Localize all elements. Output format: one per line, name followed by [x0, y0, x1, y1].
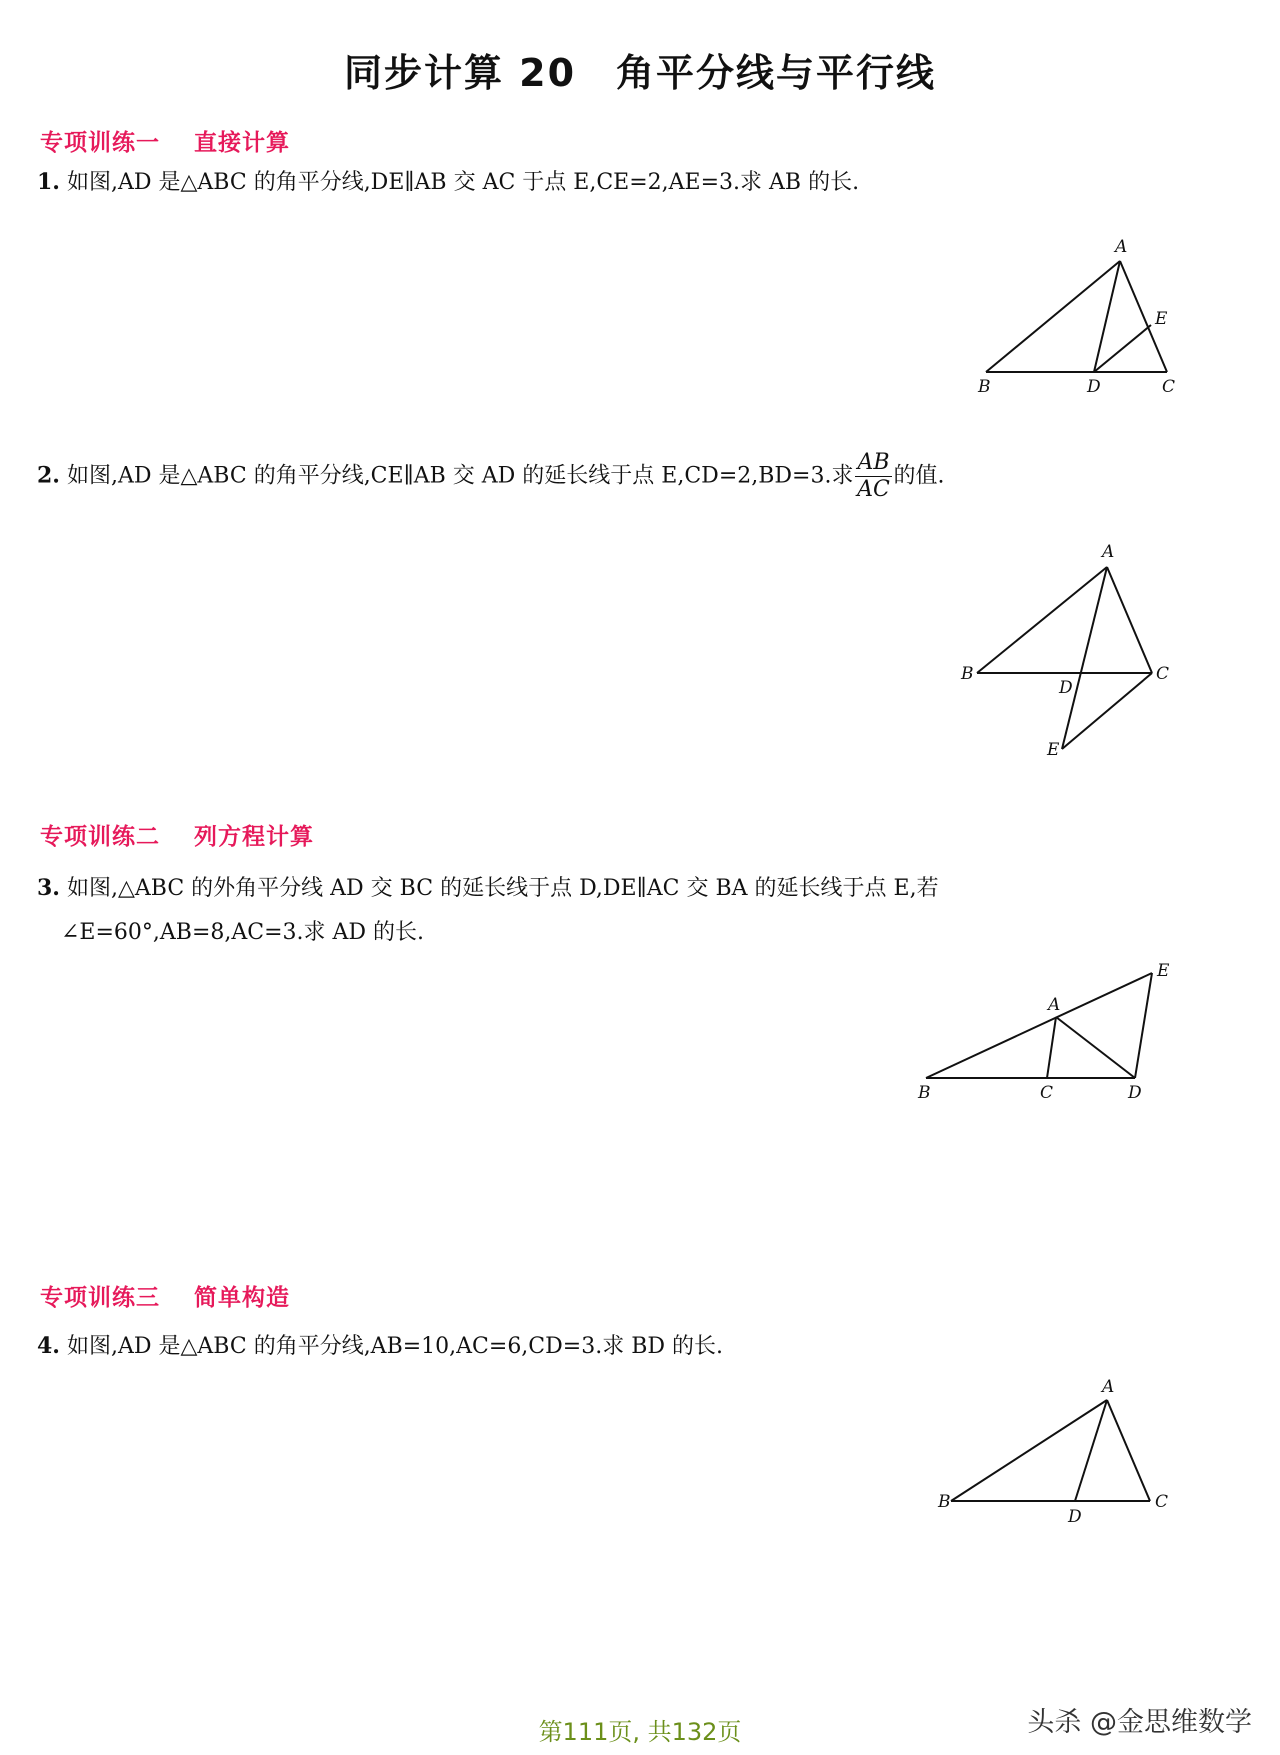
- section-title: 直接计算: [194, 130, 290, 156]
- problem-text: 如图,AD 是△ABC 的角平分线,DE∥AB 交 AC 于点 E,CE=2,AE=3.求 AB 的长.: [66, 170, 860, 195]
- label-B: B: [918, 1083, 931, 1103]
- section-title: 简单构造: [194, 1285, 290, 1311]
- section-title: 列方程计算: [194, 824, 314, 850]
- section-number: 专项训练二: [40, 824, 160, 850]
- segment-BE: [926, 973, 1152, 1078]
- problem-text-line1: 如图,△ABC 的外角平分线 AD 交 BC 的延长线于点 D,DE∥AC 交 BA 的延长线于点 E,若: [66, 876, 939, 901]
- segment-AD: [1056, 1017, 1135, 1078]
- segment-AC: [1107, 567, 1152, 673]
- label-C: C: [1040, 1083, 1054, 1103]
- label-B: B: [938, 1492, 951, 1512]
- segment-AE: [1062, 567, 1107, 749]
- problem-2: [37, 450, 1177, 503]
- label-D: D: [1128, 1083, 1142, 1103]
- problem-text-line2: ∠E=60°,AB=8,AC=3.求 AD 的长.: [61, 920, 425, 945]
- label-E: E: [1155, 309, 1168, 329]
- figure-2: [955, 542, 1175, 765]
- figure-1: [970, 232, 1180, 402]
- fraction-denominator: AC: [857, 477, 890, 502]
- section-heading-2: [40, 818, 314, 851]
- problem-text-after: 的值.: [893, 463, 945, 489]
- fraction-ab-ac: [855, 450, 891, 503]
- problem-3: [37, 866, 1177, 955]
- segment-AD: [1075, 1400, 1107, 1501]
- label-C: C: [1162, 377, 1176, 397]
- segment-AC: [1107, 1400, 1150, 1501]
- page-title: 同步计算 20 角平分线与平行线: [343, 51, 937, 95]
- problem-number: 4.: [37, 1333, 60, 1359]
- segment-BA: [977, 567, 1107, 673]
- segment-BA: [951, 1400, 1107, 1501]
- label-D: D: [1087, 377, 1101, 397]
- section-number: 专项训练一: [40, 130, 160, 156]
- label-C: C: [1156, 664, 1170, 684]
- label-A: A: [1048, 995, 1061, 1015]
- section-heading-3: [40, 1279, 290, 1312]
- section-number: 专项训练三: [40, 1285, 160, 1311]
- problem-number: 3.: [37, 875, 60, 901]
- segment-CE: [1062, 673, 1152, 749]
- fraction-numerator: AB: [857, 450, 890, 475]
- label-D: D: [1068, 1507, 1082, 1527]
- watermark: 头杀 @金思维数学: [1027, 1707, 1252, 1738]
- section-heading-1: [40, 124, 290, 157]
- segment-DE: [1135, 973, 1152, 1078]
- label-D: D: [1059, 678, 1073, 698]
- problem-text: 如图,AD 是△ABC 的角平分线,AB=10,AC=6,CD=3.求 BD 的长.: [66, 1334, 723, 1359]
- segment-BA: [986, 261, 1120, 372]
- problem-text: 如图,AD 是△ABC 的角平分线,CE∥AB 交 AD 的延长线于点 E,CD=2,BD=3.求: [66, 463, 854, 489]
- figure-4: [935, 1377, 1175, 1530]
- segment-AC: [1047, 1017, 1056, 1078]
- label-B: B: [961, 664, 974, 684]
- label-C: C: [1155, 1492, 1169, 1512]
- label-A: A: [1102, 1377, 1115, 1397]
- label-E: E: [1157, 961, 1170, 981]
- segment-AD: [1094, 261, 1120, 372]
- page-indicator: 第111页, 共132页: [538, 1718, 742, 1746]
- problem-number: 2.: [37, 462, 60, 489]
- label-A: A: [1115, 237, 1128, 257]
- label-B: B: [978, 377, 991, 397]
- problem-1: [37, 160, 1177, 205]
- figure-3: [910, 960, 1180, 1110]
- label-A: A: [1102, 542, 1115, 562]
- problem-number: 1.: [37, 169, 60, 195]
- label-E: E: [1047, 740, 1060, 760]
- problem-4: [37, 1324, 1177, 1369]
